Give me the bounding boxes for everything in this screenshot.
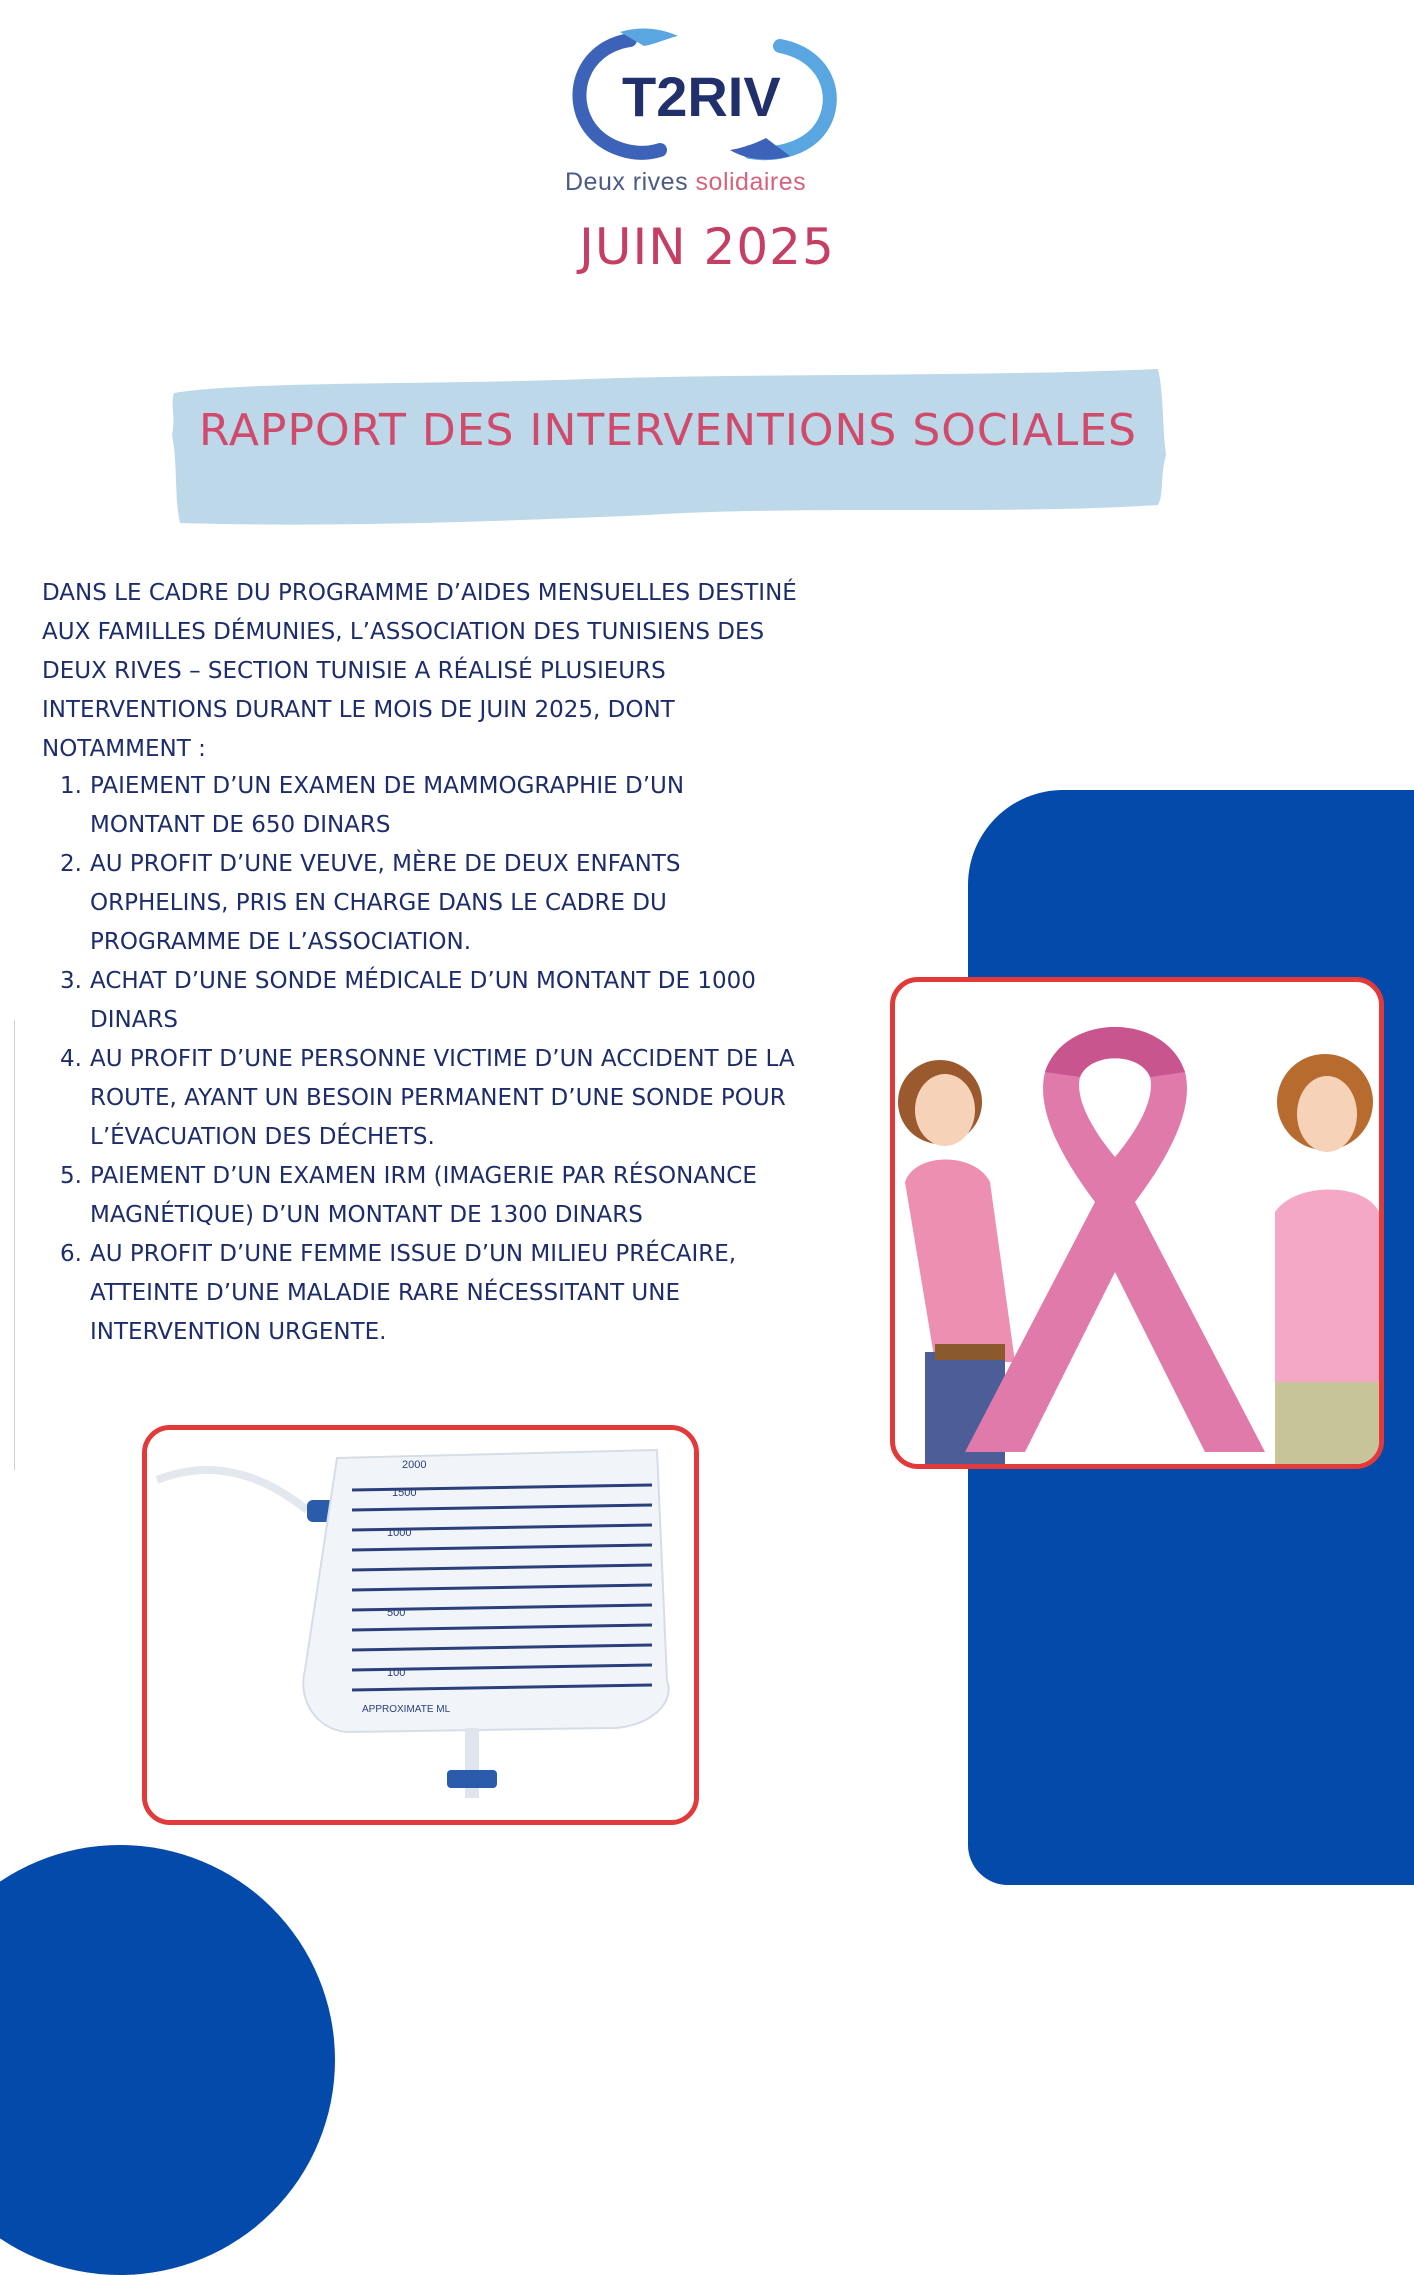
drainage-bag-image (142, 1425, 699, 1825)
scale-label: 100 (387, 1667, 406, 1679)
tagline-accent: solidaires (695, 168, 807, 196)
pink-ribbon-illustration (895, 982, 1379, 1464)
interventions-list (42, 767, 872, 1352)
list-item: 6. AU PROFIT D’UNE FEMME ISSUE D’UN MILIEU PRÉCAIRE, ATTEINTE D’UNE MALADIE RARE NÉCESSITANT UNE INTERVENTION URGENTE. (60, 1241, 737, 1345)
bag-caption: APPROXIMATE ML (362, 1704, 451, 1715)
t2riv-logo (560, 18, 850, 168)
list-item: 5. PAIEMENT D’UN EXAMEN IRM (IMAGERIE PAR RÉSONANCE MAGNÉTIQUE) D’UN MONTANT DE 1300 DINARS (60, 1163, 757, 1228)
list-item: 4. AU PROFIT D’UNE PERSONNE VICTIME D’UN ACCIDENT DE LA ROUTE, AYANT UN BESOIN PERMANENT D’UNE SONDE POUR L’ÉVACUATION DES DÉCHETS. (60, 1046, 795, 1150)
intro-paragraph: DANS LE CADRE DU PROGRAMME D’AIDES MENSUELLES DESTINÉ AUX FAMILLES DÉMUNIES, L’ASSOCIATION DES TUNISIENS DES DEUX RIVES – SECTION TUNISIE A RÉALISÉ PLUSIEURS INTERVENTIONS DURANT LE MOIS DE JUIN 2025, DONT NOTAMMENT : (42, 580, 797, 762)
logo-tagline (565, 168, 855, 197)
scale-label: 1000 (387, 1527, 412, 1539)
list-item: 3. ACHAT D’UNE SONDE MÉDICALE D’UN MONTANT DE 1000 DINARS (60, 968, 756, 1033)
pink-ribbon-image (890, 977, 1384, 1469)
scale-label: 2000 (402, 1459, 427, 1471)
blue-corner-circle (0, 1845, 335, 2275)
tagline-main: Deux rives (565, 168, 689, 196)
logo-text-t: T2RIV (622, 65, 781, 128)
report-month: JUIN 2025 (579, 218, 835, 276)
left-edge-line (14, 1020, 15, 1470)
list-item: 2. AU PROFIT D’UNE VEUVE, MÈRE DE DEUX ENFANTS ORPHELINS, PRIS EN CHARGE DANS LE CADRE DU PROGRAMME DE L’ASSOCIATION. (60, 851, 681, 955)
page-title: RAPPORT DES INTERVENTIONS SOCIALES (199, 405, 1137, 456)
drainage-bag-illustration (147, 1430, 694, 1820)
scale-label: 500 (387, 1607, 406, 1619)
scale-label: 1500 (392, 1487, 417, 1499)
list-item: 1. PAIEMENT D’UN EXAMEN DE MAMMOGRAPHIE D’UN MONTANT DE 650 DINARS (60, 773, 685, 838)
